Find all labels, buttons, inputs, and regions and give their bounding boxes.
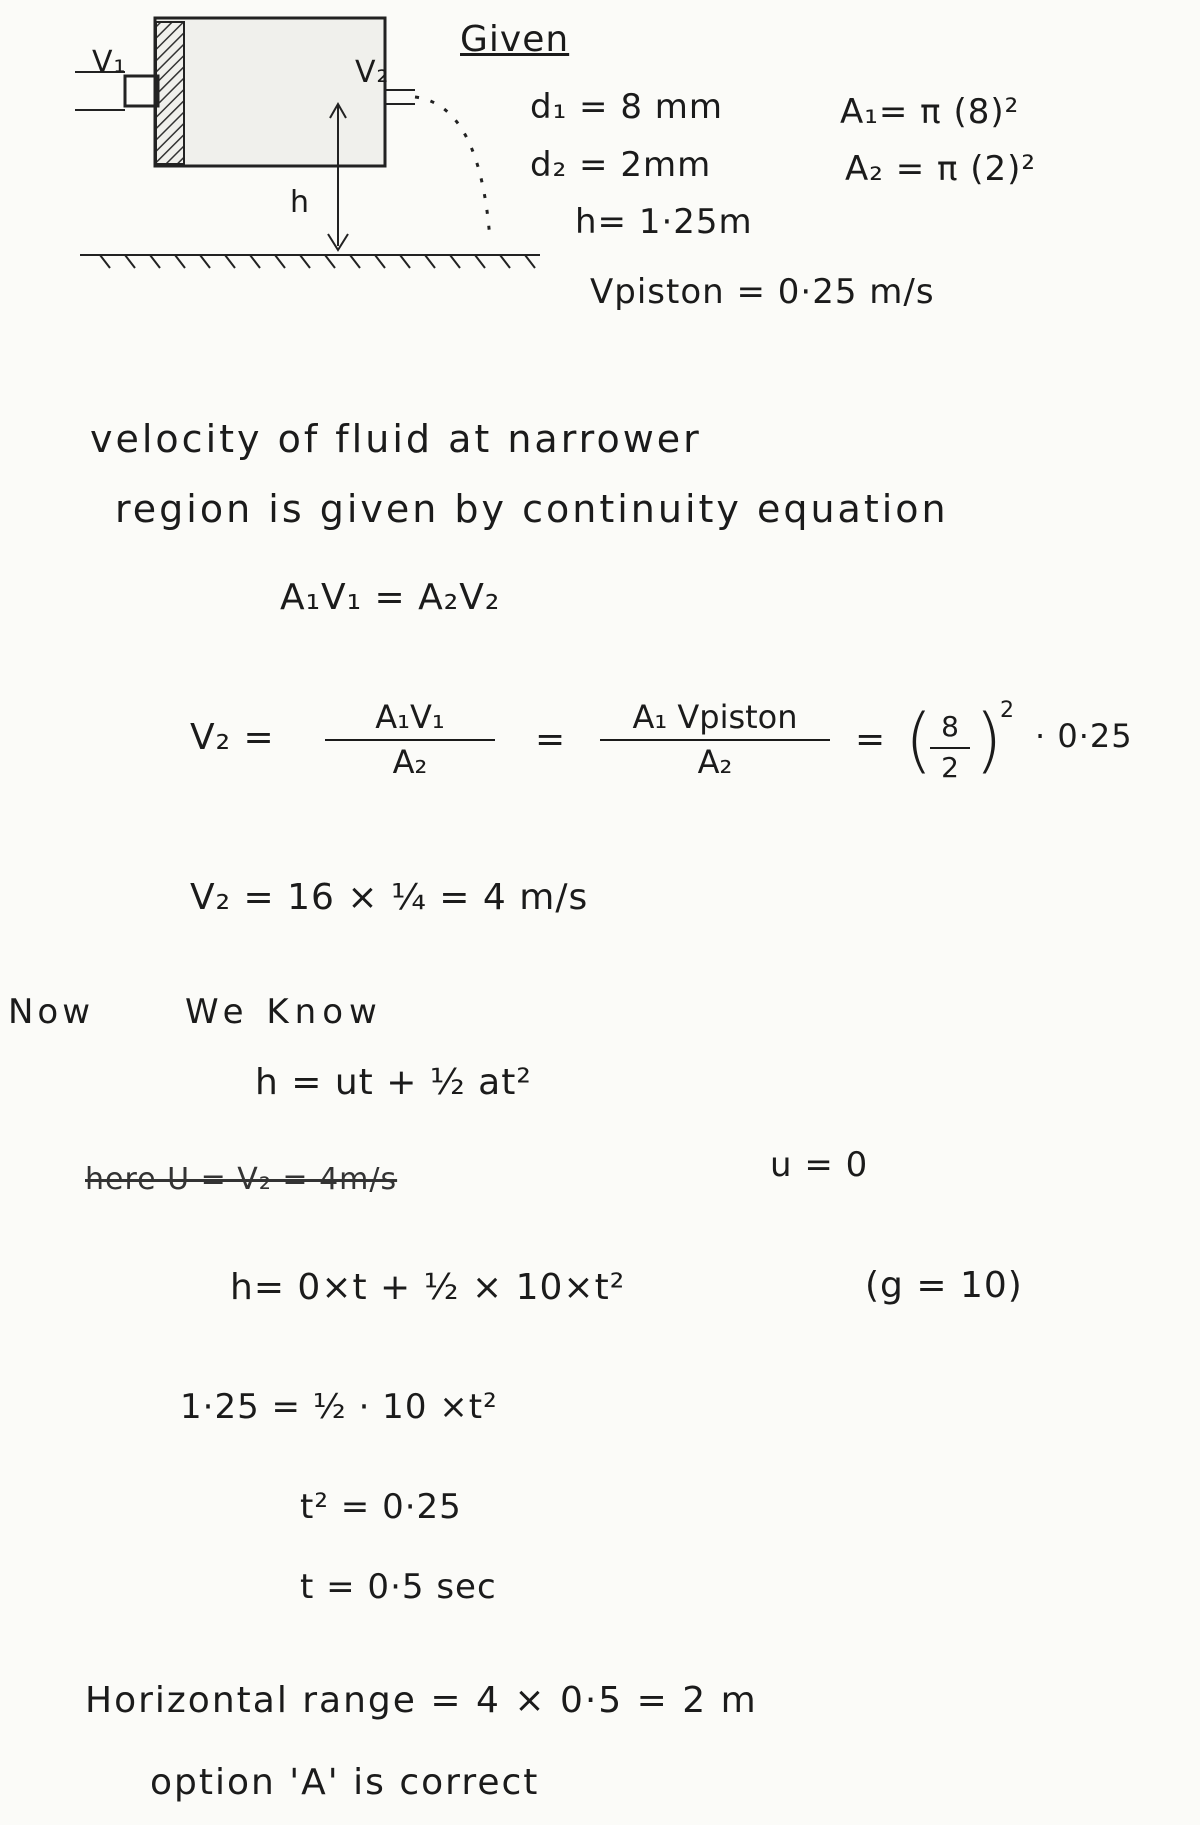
given-vpiston: Vpiston = 0·25 m/s	[590, 272, 935, 312]
gravity-value: (g = 10)	[865, 1265, 1023, 1306]
continuity-equation: A₁V₁ = A₂V₂	[280, 577, 501, 618]
fraction-vpiston: A₁ Vpiston A₂	[600, 700, 830, 780]
we-know-label: We Know	[185, 992, 383, 1032]
v2-tail: · 0·25	[1035, 717, 1133, 755]
v2-eq1: =	[535, 719, 567, 760]
kinematic-formula: h = ut + ½ at²	[255, 1062, 532, 1103]
intro-line1: velocity of fluid at narrower	[90, 417, 702, 461]
given-d1: d₁ = 8 mm	[530, 87, 723, 127]
substitution-1: h= 0×t + ½ × 10×t²	[230, 1267, 626, 1308]
horizontal-range: Horizontal range = 4 × 0·5 = 2 m	[85, 1680, 758, 1721]
ratio-8-over-2: 8 2	[930, 712, 970, 784]
piston-rod	[125, 76, 158, 106]
given-a2: A₂ = π (2)²	[845, 149, 1037, 189]
jet-trajectory	[415, 97, 490, 240]
fraction-a1v1-over-a2: A₁V₁ A₂	[325, 700, 495, 780]
t-value: t = 0·5 sec	[300, 1567, 497, 1607]
initial-velocity-zero: u = 0	[770, 1145, 869, 1185]
given-a1: A₁= π (8)²	[840, 92, 1020, 132]
given-d2: d₂ = 2mm	[530, 145, 712, 185]
answer-option: option 'A' is correct	[150, 1762, 540, 1803]
struck-line: here U = V₂ = 4m/s	[85, 1162, 398, 1197]
diagram-label-v1: V₁	[92, 45, 127, 80]
given-title: Given	[460, 19, 570, 60]
v2-lhs: V₂ =	[190, 717, 275, 758]
substitution-2: 1·25 = ½ · 10 ×t²	[180, 1387, 498, 1427]
paren-close: )	[975, 699, 1004, 781]
cylinder	[155, 18, 385, 166]
exponent-2: 2	[1000, 698, 1015, 723]
t-squared: t² = 0·25	[300, 1487, 462, 1527]
intro-line2: region is given by continuity equation	[115, 487, 949, 531]
given-h: h= 1·25m	[575, 202, 753, 242]
diagram-label-h: h	[290, 185, 311, 220]
paren-open: (	[905, 699, 934, 781]
now-label: Now	[8, 992, 95, 1032]
diagram-label-v2: V₂	[355, 55, 390, 90]
v2-eq2: =	[855, 719, 887, 760]
piston	[156, 22, 184, 164]
v2-result: V₂ = 16 × ¼ = 4 m/s	[190, 877, 589, 918]
